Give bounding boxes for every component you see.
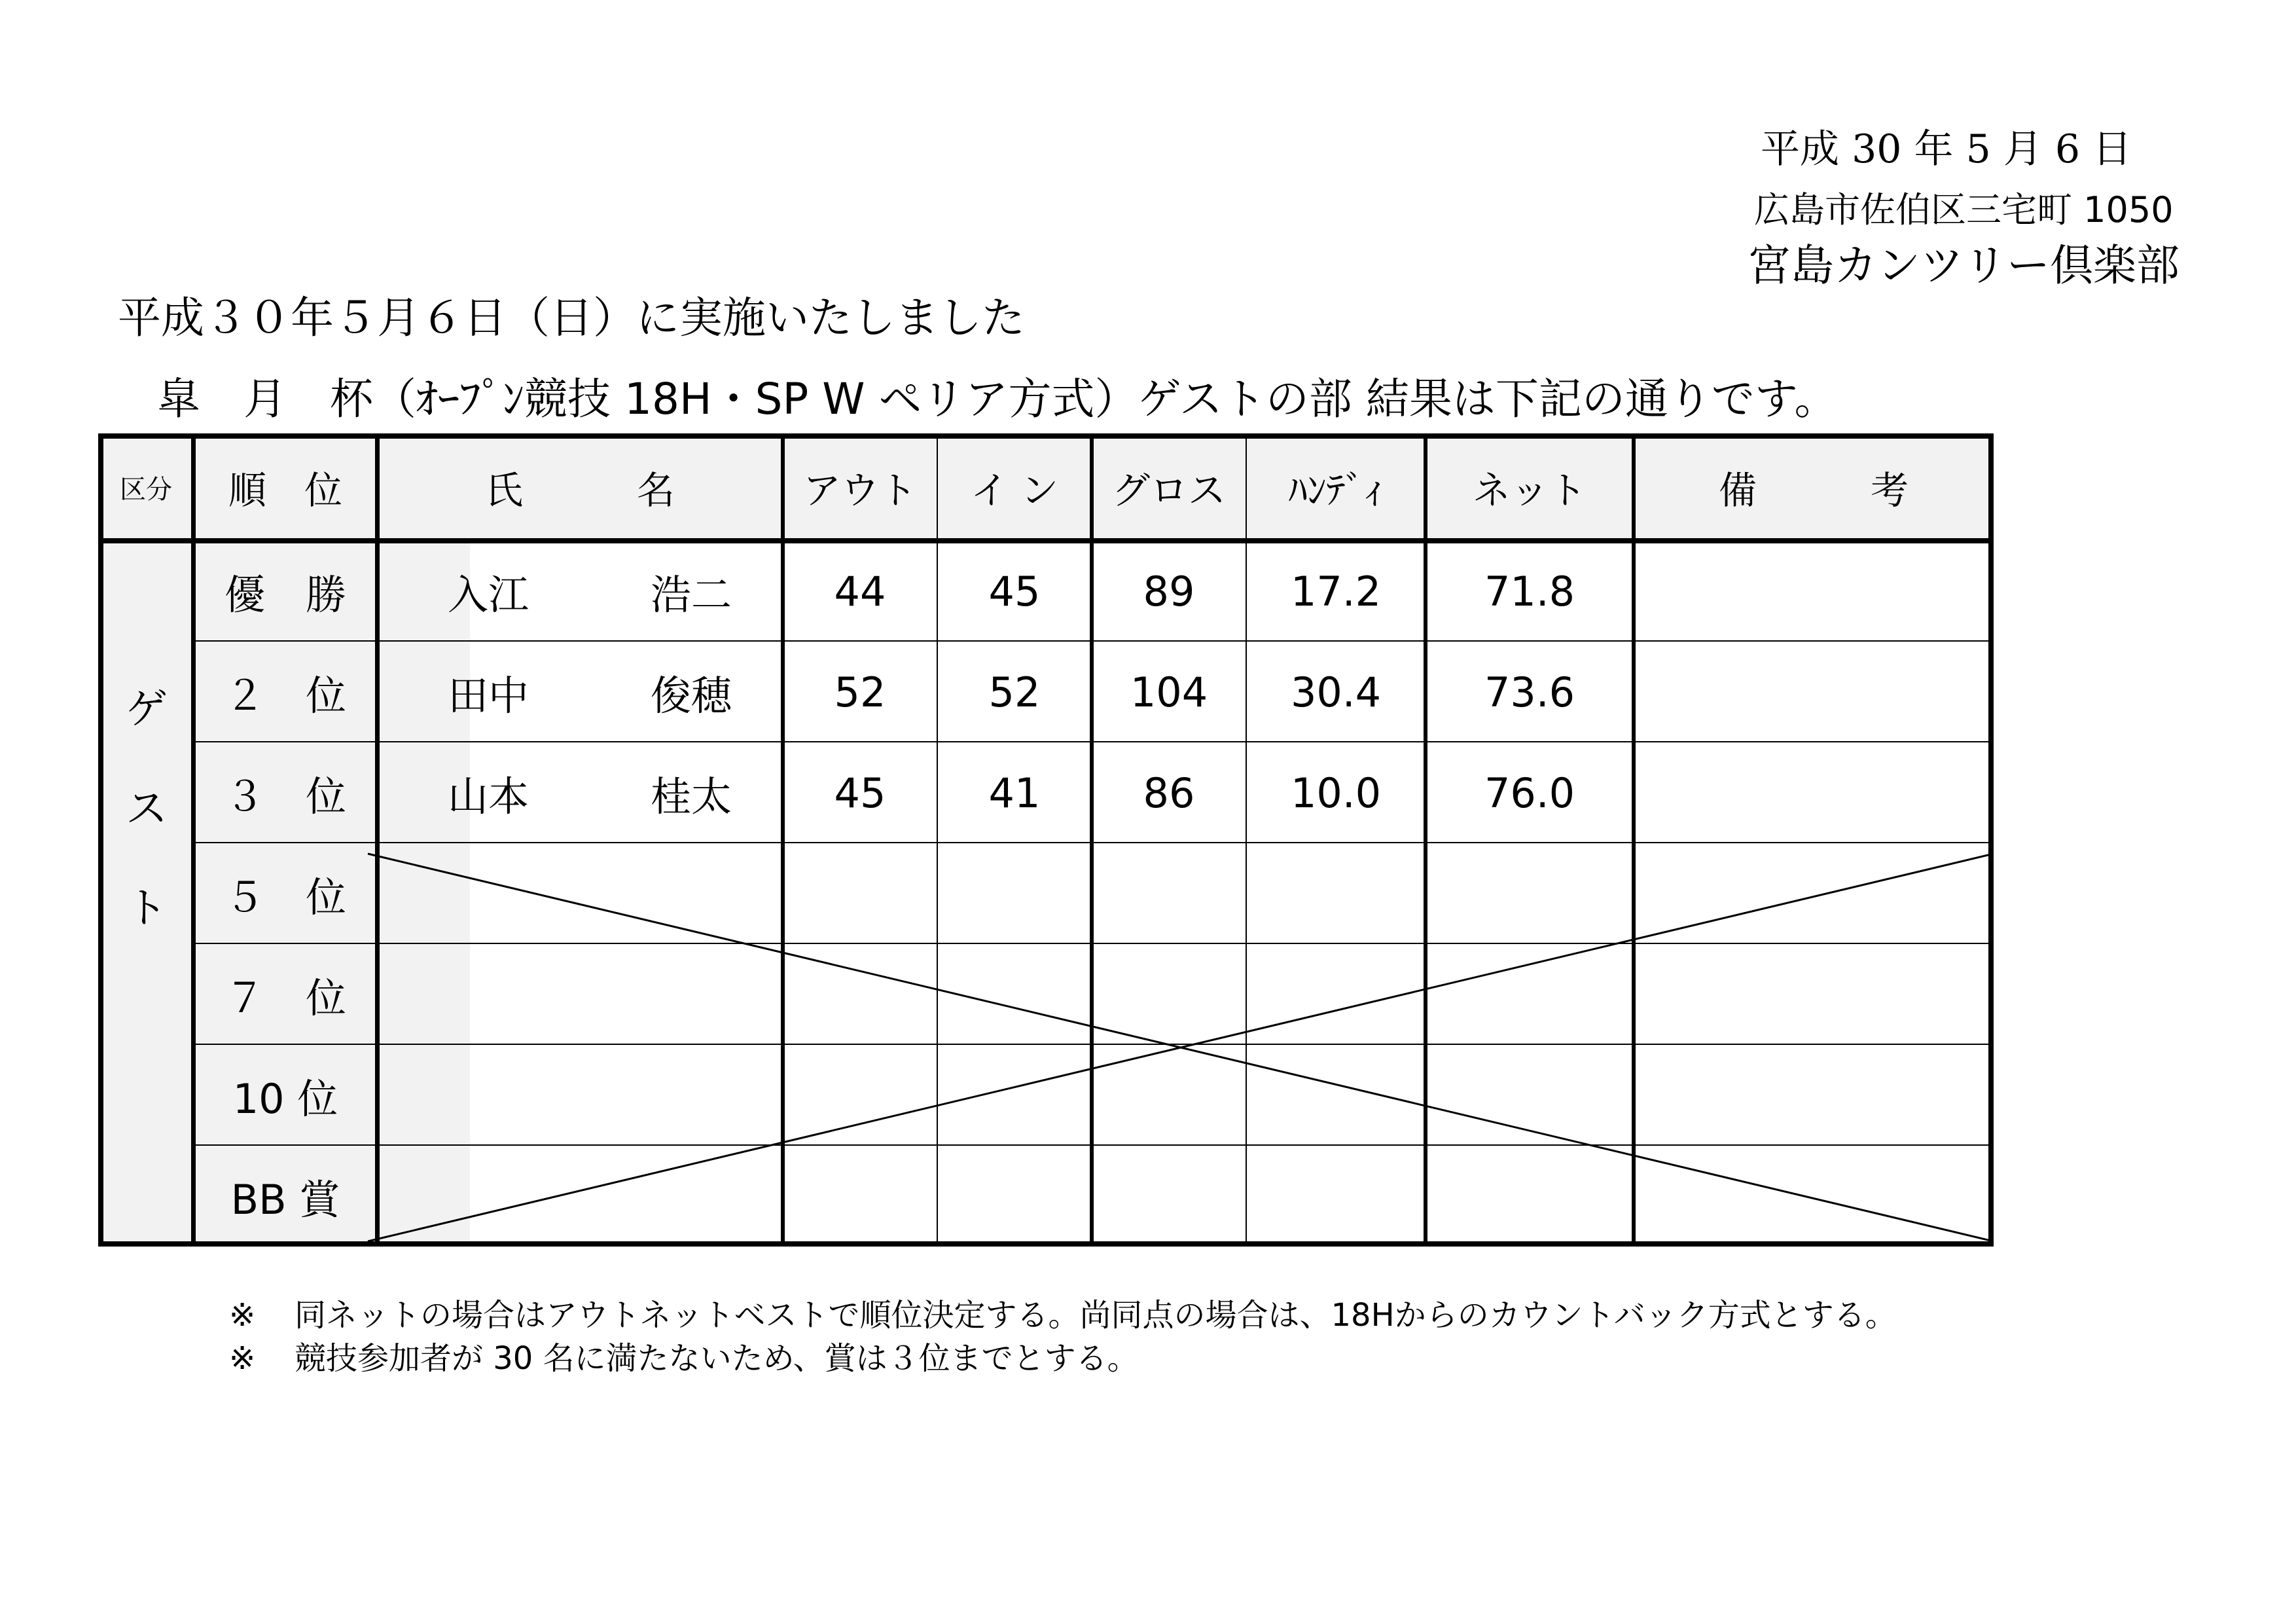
cross-line-down	[368, 854, 1994, 1241]
gross-cell: 104	[1130, 668, 1208, 716]
rank-cell: 10 位	[232, 1074, 338, 1123]
in-cell: 45	[988, 567, 1041, 615]
rank-cell: 優 勝	[224, 570, 346, 619]
column-divider	[191, 433, 196, 1247]
header-rank: 順 位	[228, 468, 342, 513]
table-right-border	[1988, 433, 1994, 1247]
note-mark: ※	[229, 1340, 256, 1377]
handicap-cell: 17.2	[1290, 567, 1382, 615]
notes	[229, 1294, 1897, 1380]
table-bottom-border	[98, 1241, 1994, 1247]
remarks-cell	[1634, 742, 1994, 843]
in-cell: 41	[988, 769, 1041, 817]
table-top-border	[98, 433, 1994, 439]
row-divider	[194, 842, 1994, 843]
rank-cell: ５ 位	[224, 873, 346, 921]
out-cell: 44	[834, 567, 886, 615]
net-cell: 76.0	[1484, 769, 1575, 817]
header-net: ネット	[1472, 468, 1587, 513]
row-divider	[194, 943, 1994, 944]
column-divider	[1246, 433, 1247, 1247]
header-handicap: ﾊﾝﾃﾞｨ	[1288, 468, 1384, 513]
column-divider	[937, 433, 938, 1247]
gross-cell: 86	[1143, 769, 1195, 817]
table-left-border	[98, 433, 103, 1247]
header-division: 区分	[120, 474, 172, 505]
column-divider	[1632, 433, 1636, 1247]
division-char-3: ト	[126, 884, 168, 933]
note-text: 同ネットの場合はアウトネットベストで順位決定する。尚同点の場合は、18Hからのカウントバック方式とする。	[295, 1297, 1897, 1334]
handicap-cell: 30.4	[1290, 668, 1382, 716]
club-address: 広島市佐伯区三宅町 1050	[1754, 189, 2174, 230]
given-name-cell: 浩二	[650, 570, 732, 619]
division-guest	[102, 660, 191, 958]
column-divider	[1090, 433, 1094, 1247]
given-name-cell: 俊穂	[650, 671, 732, 720]
header-remarks: 備 考	[1718, 468, 1909, 513]
column-divider	[1424, 433, 1427, 1247]
gross-cell: 89	[1143, 567, 1195, 615]
net-cell: 73.6	[1484, 668, 1575, 716]
column-divider	[781, 433, 785, 1247]
out-cell: 52	[834, 668, 886, 716]
row-divider	[194, 1044, 1994, 1045]
row-divider	[194, 640, 1994, 642]
rank-cell: BB 賞	[230, 1175, 340, 1224]
column-divider	[375, 433, 380, 1247]
in-cell: 52	[988, 668, 1041, 716]
intro-line-1: 平成３０年５月６日（日）に実施いたしました	[118, 293, 1025, 343]
remarks-cell	[1634, 642, 1994, 742]
rank-cell: ７ 位	[224, 974, 346, 1022]
rank-cell: ２ 位	[224, 671, 346, 720]
document-date: 平成 30 年 5 月 6 日	[1761, 126, 2132, 172]
remarks-cell	[1634, 541, 1994, 642]
header-bottom-border	[98, 538, 1994, 543]
family-name-cell: 田中	[447, 671, 529, 720]
family-name-cell: 入江	[447, 570, 529, 619]
row-divider	[194, 741, 1994, 742]
cross-line-up	[368, 854, 1994, 1241]
division-char-1: ゲ	[126, 685, 168, 734]
club-name: 宮島カンツリー倶楽部	[1748, 240, 2179, 291]
note-text: 競技参加者が 30 名に満たないため、賞は３位までとする。	[295, 1340, 1139, 1377]
note-1	[229, 1294, 1897, 1337]
header-out: アウト	[802, 468, 917, 513]
net-cell: 71.8	[1484, 567, 1575, 615]
rank-cell: ３ 位	[224, 772, 346, 820]
handicap-cell: 10.0	[1290, 769, 1382, 817]
header-name: 氏 名	[484, 468, 675, 513]
results-table	[98, 433, 1994, 1247]
header-gross: グロス	[1111, 468, 1226, 513]
out-cell: 45	[834, 769, 886, 817]
note-mark: ※	[229, 1297, 256, 1334]
family-name-cell: 山本	[447, 772, 529, 820]
note-2	[229, 1337, 1897, 1380]
given-name-cell: 桂太	[650, 772, 732, 820]
header-in: イ ン	[970, 468, 1059, 513]
intro-line-2: 皐 月 杯（ｵｰﾌﾟﾝ競技 18H・SP W ペリア方式）ゲストの部 結果は下記の通りです。	[157, 374, 1838, 424]
division-char-2: ス	[126, 785, 168, 833]
row-divider	[194, 1144, 1994, 1146]
